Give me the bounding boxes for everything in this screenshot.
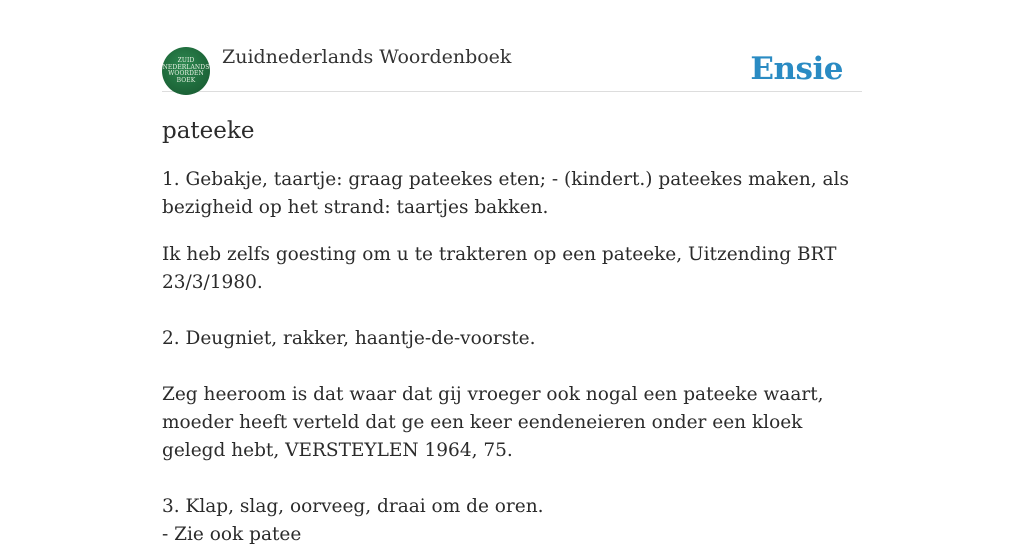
- source-logo: [162, 47, 210, 95]
- logo-text-line-2: NEDERLANDS: [162, 63, 210, 71]
- definition-paragraph: 1. Gebakje, taartje: graag pateekes eten; - (kindert.) pateekes maken, als bezigheid op het strand: taartjes bakken.: [162, 169, 849, 218]
- entry-definition: [162, 166, 862, 549]
- entry-header: [162, 40, 862, 92]
- example-paragraph: Ik heb zelfs goesting om u te trakteren op een pateeke, Uitzending BRT 23/3/1980.: [162, 244, 837, 293]
- example-paragraph: Zeg heeroom is dat waar dat gij vroeger ook nogal een pateeke waart, moeder heeft verteld dat ge een keer eendeneieren onder een kloek gelegd hebt, VERSTEYLEN 1964, 75.: [162, 384, 824, 461]
- brand-logo: Ensie: [750, 51, 843, 87]
- entry-card: [162, 40, 862, 549]
- logo-text-line-3: WOORDEN: [168, 70, 204, 77]
- logo-text-line-4: BOEK: [176, 76, 196, 84]
- definition-paragraph: 2. Deugniet, rakker, haantje-de-voorste.: [162, 328, 536, 349]
- definition-paragraph: 3. Klap, slag, oorveeg, draai om de oren.: [162, 496, 544, 517]
- entry-word: pateeke: [162, 118, 255, 144]
- logo-text-line-1: ZUID: [177, 57, 195, 64]
- source-title: Zuidnederlands Woordenboek: [222, 46, 512, 68]
- see-also-line: - Zie ook patee: [162, 524, 302, 545]
